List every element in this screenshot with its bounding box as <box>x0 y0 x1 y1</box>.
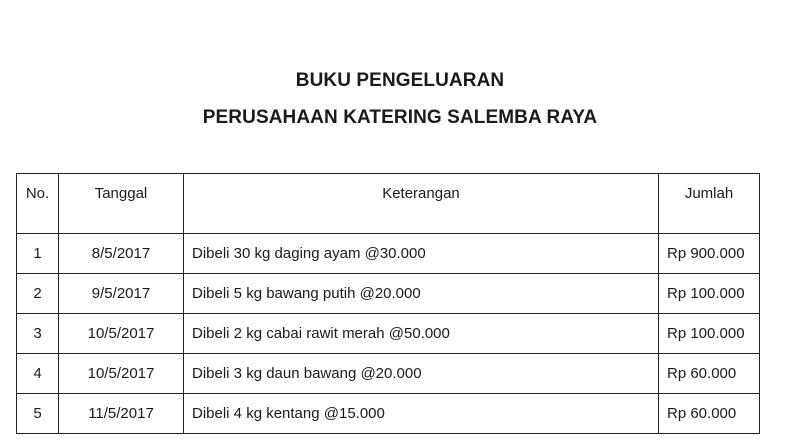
cell-date: 8/5/2017 <box>59 234 184 274</box>
column-header-description: Keterangan <box>184 174 659 234</box>
cell-no: 3 <box>17 314 59 354</box>
cell-amount: Rp 60.000 <box>659 354 760 394</box>
document-title: BUKU PENGELUARAN <box>295 70 505 91</box>
expense-table <box>16 173 760 434</box>
cell-date: 11/5/2017 <box>59 394 184 434</box>
cell-description: Dibeli 2 kg cabai rawit merah @50.000 <box>184 314 659 354</box>
cell-description: Dibeli 5 kg bawang putih @20.000 <box>184 274 659 314</box>
cell-date: 10/5/2017 <box>59 354 184 394</box>
table-row <box>17 234 760 274</box>
cell-description: Dibeli 4 kg kentang @15.000 <box>184 394 659 434</box>
cell-description: Dibeli 30 kg daging ayam @30.000 <box>184 234 659 274</box>
cell-date: 9/5/2017 <box>59 274 184 314</box>
cell-no: 4 <box>17 354 59 394</box>
cell-amount: Rp 60.000 <box>659 394 760 434</box>
cell-no: 1 <box>17 234 59 274</box>
table-row <box>17 394 760 434</box>
cell-date: 10/5/2017 <box>59 314 184 354</box>
table-row <box>17 354 760 394</box>
cell-amount: Rp 900.000 <box>659 234 760 274</box>
table-row <box>17 274 760 314</box>
cell-no: 2 <box>17 274 59 314</box>
column-header-no: No. <box>17 174 59 234</box>
cell-no: 5 <box>17 394 59 434</box>
cell-amount: Rp 100.000 <box>659 314 760 354</box>
column-header-amount: Jumlah <box>659 174 760 234</box>
cell-description: Dibeli 3 kg daun bawang @20.000 <box>184 354 659 394</box>
table-header-row <box>17 174 760 234</box>
document-subtitle: PERUSAHAAN KATERING SALEMBA RAYA <box>202 107 598 128</box>
cell-amount: Rp 100.000 <box>659 274 760 314</box>
column-header-date: Tanggal <box>59 174 184 234</box>
table-row <box>17 314 760 354</box>
